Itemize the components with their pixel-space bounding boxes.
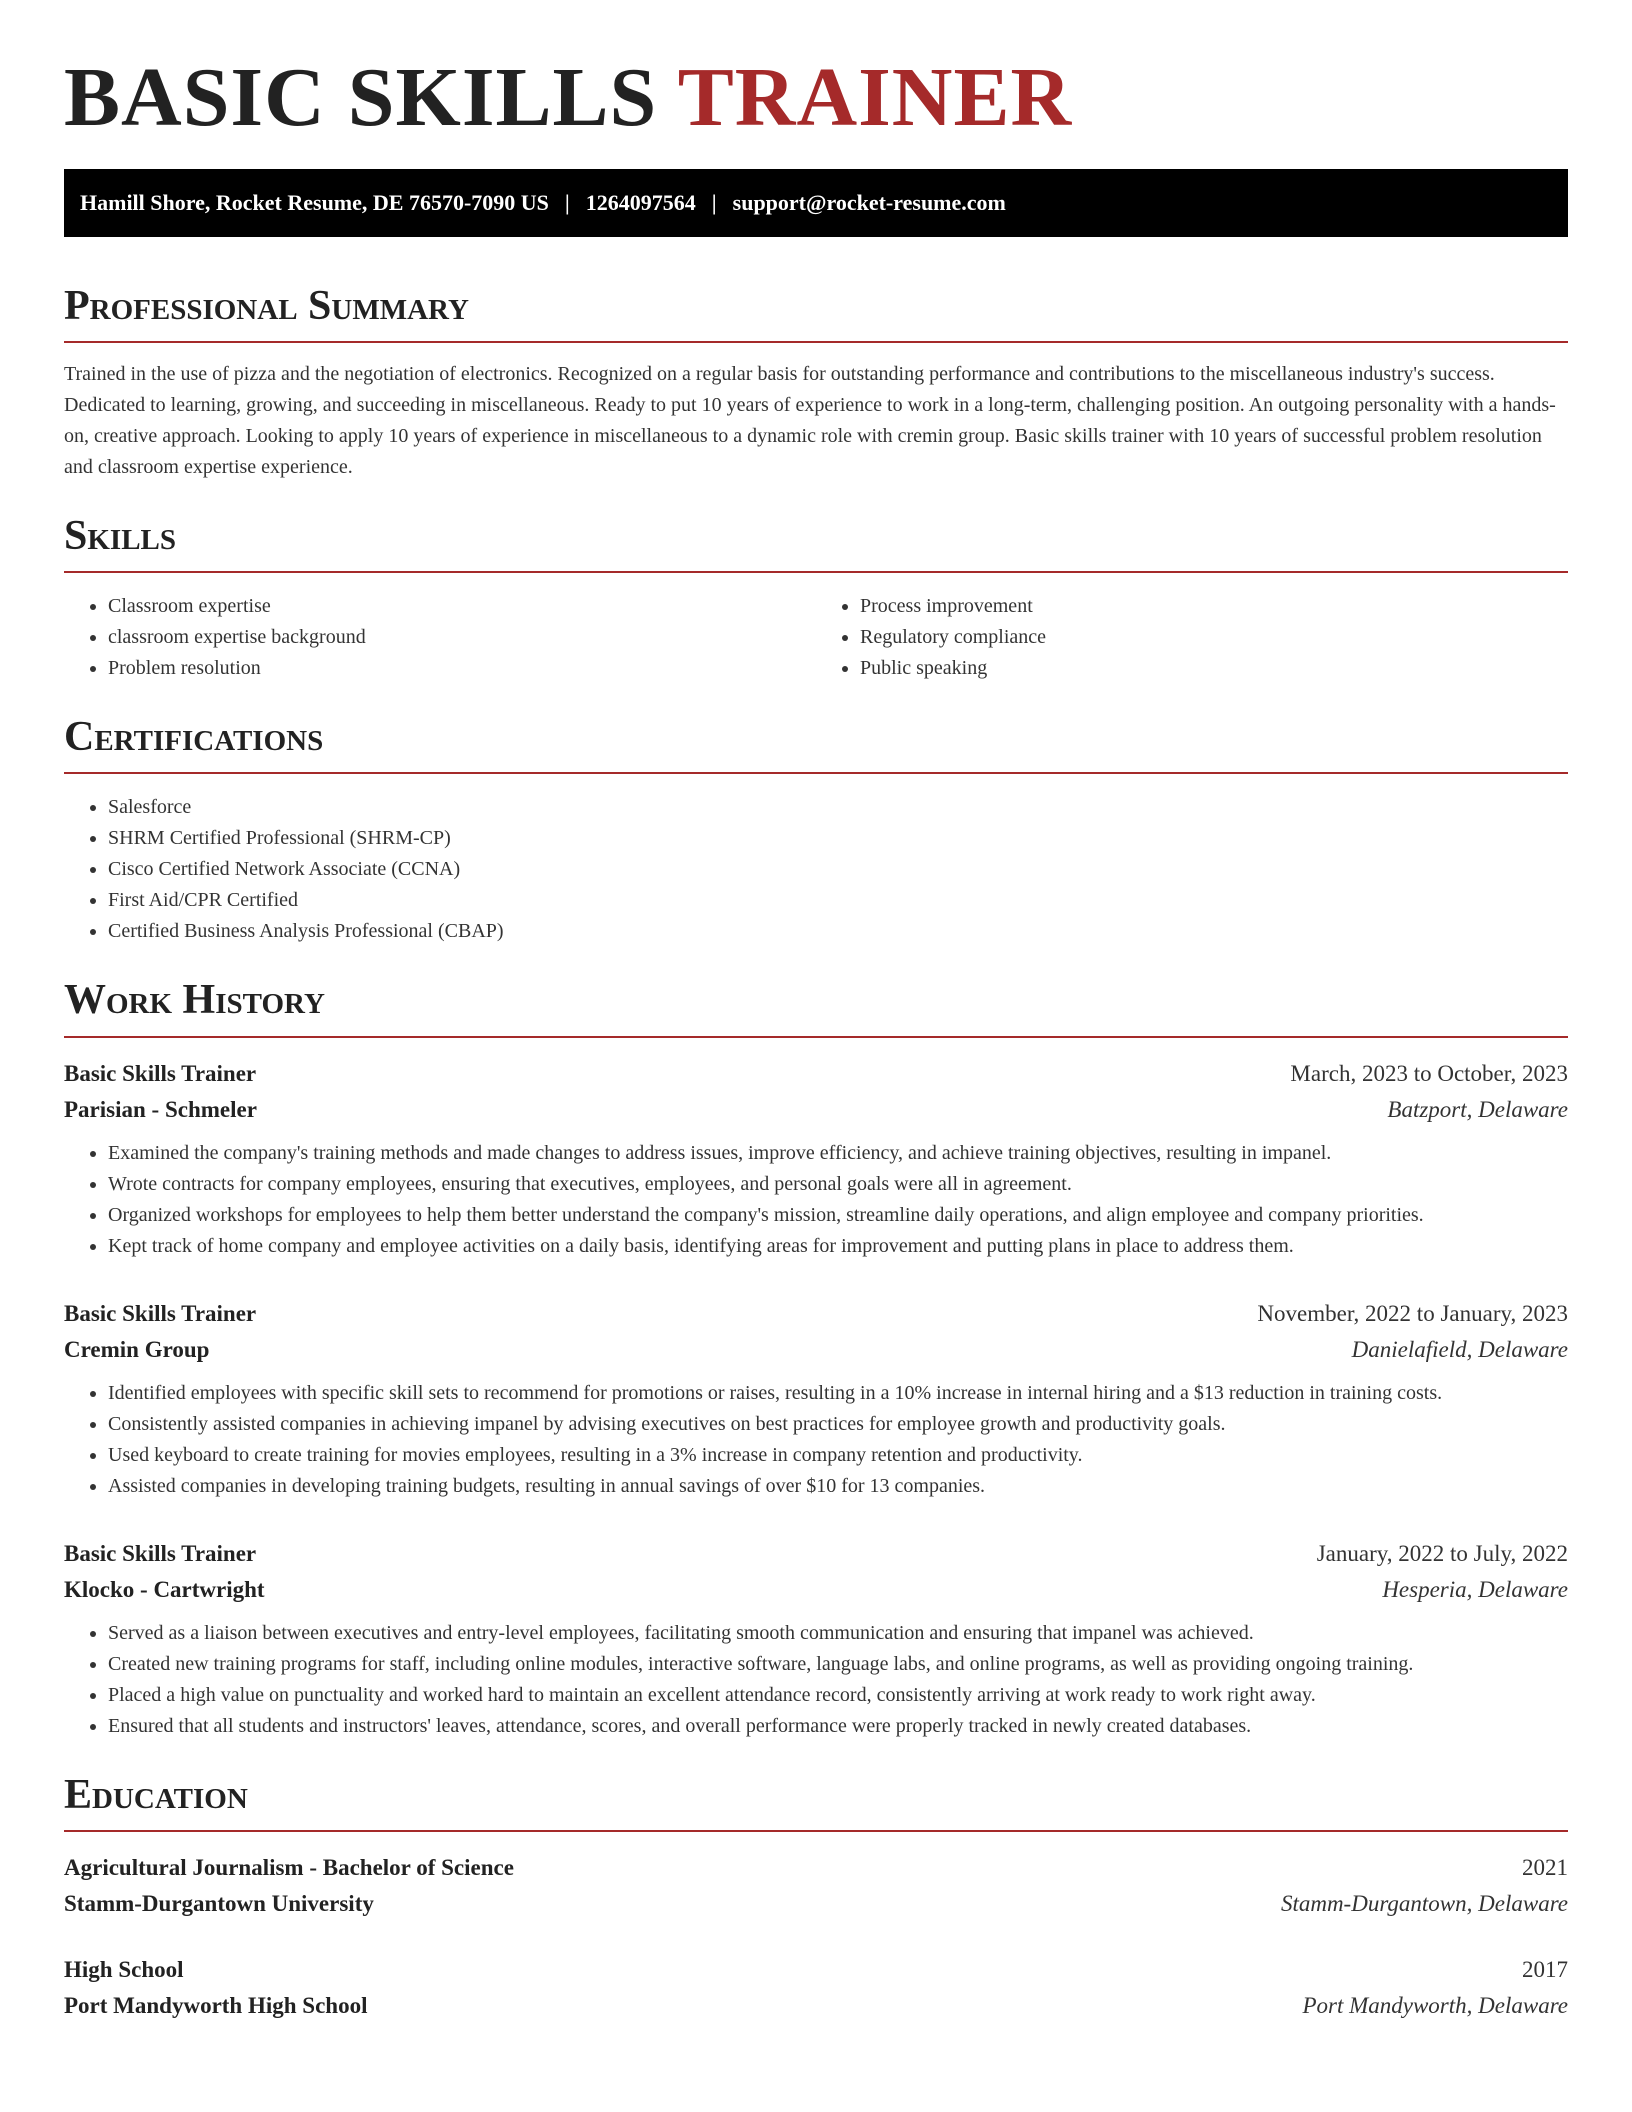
contact-separator: |	[711, 189, 717, 215]
certification-item: • Certified Business Analysis Professional (CBAP)	[108, 916, 1568, 947]
job-bullet: • Organized workshops for employees to help them better understand the company's mission, streamline daily operations, and align employee and company priorities.	[108, 1200, 1568, 1231]
work-entry-subheader	[64, 1572, 1568, 1608]
job-title: Basic Skills Trainer	[64, 1060, 257, 1086]
work-entry	[64, 1056, 1568, 1262]
skills-list	[64, 573, 1568, 684]
job-dates: November, 2022 to January, 2023	[1257, 1300, 1568, 1326]
degree-name: High School	[64, 1956, 184, 1982]
section-title-summary: Professional Summary	[64, 283, 1568, 343]
company-name: Cremin Group	[64, 1336, 210, 1362]
contact-email: support@rocket-resume.com	[732, 189, 1006, 215]
job-bullets	[64, 1618, 1568, 1742]
skill-item: • Process improvement	[860, 591, 1568, 622]
job-bullet: • Wrote contracts for company employees, ensuring that executives, employees, and personal goals were all in agreement.	[108, 1169, 1568, 1200]
work-entry	[64, 1536, 1568, 1742]
job-title: Basic Skills Trainer	[64, 1300, 257, 1326]
job-title: Basic Skills Trainer	[64, 1540, 257, 1566]
work-entry-header	[64, 1056, 1568, 1092]
skill-item: • Problem resolution	[108, 653, 816, 684]
education-entry-header	[64, 1850, 1568, 1886]
education-entry	[64, 1952, 1568, 2024]
job-bullet: • Identified employees with specific skill sets to recommend for promotions or raises, resulting in a 10% increase in internal hiring and a $13 reduction in training costs.	[108, 1378, 1568, 1409]
job-bullet: • Kept track of home company and employee activities on a daily basis, identifying areas for improvement and putting plans in place to address them.	[108, 1231, 1568, 1262]
job-bullet: • Created new training programs for staff, including online modules, interactive software, language labs, and online programs, as well as providing ongoing training.	[108, 1649, 1568, 1680]
certification-item: • Cisco Certified Network Associate (CCNA)	[108, 854, 1568, 885]
job-dates: January, 2022 to July, 2022	[1316, 1540, 1568, 1566]
section-title-certifications: Certifications	[64, 714, 1568, 774]
education-entry-subheader	[64, 1988, 1568, 2024]
work-entry-subheader	[64, 1092, 1568, 1128]
education-entry-subheader	[64, 1886, 1568, 1922]
job-bullet: • Ensured that all students and instructors' leaves, attendance, scores, and overall performance were properly tracked in newly created databases.	[108, 1711, 1568, 1742]
school-name: Stamm-Durgantown University	[64, 1890, 374, 1916]
job-bullet: • Assisted companies in developing training budgets, resulting in annual savings of over $10 for 13 companies.	[108, 1471, 1568, 1502]
education-entry	[64, 1850, 1568, 1922]
title-accent: TRAINER	[677, 51, 1073, 144]
school-location: Stamm-Durgantown, Delaware	[1280, 1890, 1568, 1916]
skills-column-left	[64, 591, 816, 684]
job-bullet: • Used keyboard to create training for movies employees, resulting in a 3% increase in company retention and productivity.	[108, 1440, 1568, 1471]
work-entry-subheader	[64, 1332, 1568, 1368]
school-name: Port Mandyworth High School	[64, 1992, 368, 2018]
job-bullets	[64, 1378, 1568, 1502]
title-main: BASIC SKILLS	[64, 51, 658, 144]
job-bullet: • Consistently assisted companies in achieving impanel by advising executives on best practices for employee growth and productivity goals.	[108, 1409, 1568, 1440]
company-name: Klocko - Cartwright	[64, 1576, 265, 1602]
skill-item: • Classroom expertise	[108, 591, 816, 622]
contact-bar	[64, 169, 1568, 237]
skills-column-right	[816, 591, 1568, 684]
skill-item: • Regulatory compliance	[860, 622, 1568, 653]
contact-separator: |	[564, 189, 570, 215]
job-dates: March, 2023 to October, 2023	[1290, 1060, 1568, 1086]
resume-title	[64, 48, 1568, 149]
certification-item: • Salesforce	[108, 792, 1568, 823]
summary-text: Trained in the use of pizza and the negotiation of electronics. Recognized on a regular basis for outstanding performance and contributions to the miscellaneous industry's success. Dedicated to learning, growing, and succeeding in miscellaneous. Ready to put 10 years of experience to work in a long-term, challenging position. An outgoing personality with a hands-on, creative approach. Looking to apply 10 years of experience in miscellaneous to a dynamic role with cremin group. Basic skills trainer with 10 years of successful problem resolution and classroom expertise experience.	[64, 362, 1556, 478]
skill-item: • classroom expertise background	[108, 622, 816, 653]
certification-item: • SHRM Certified Professional (SHRM-CP)	[108, 823, 1568, 854]
education-year: 2021	[1522, 1854, 1568, 1880]
certifications-list	[64, 792, 1568, 947]
job-bullet: • Served as a liaison between executives and entry-level employees, facilitating smooth communication and ensuring that impanel was achieved.	[108, 1618, 1568, 1649]
education-entry-header	[64, 1952, 1568, 1988]
section-title-education: Education	[64, 1772, 1568, 1832]
work-entry-header	[64, 1536, 1568, 1572]
job-bullets	[64, 1138, 1568, 1262]
contact-phone: 1264097564	[585, 189, 696, 215]
certification-item: • First Aid/CPR Certified	[108, 885, 1568, 916]
job-location: Danielafield, Delaware	[1351, 1336, 1568, 1362]
section-title-skills: Skills	[64, 513, 1568, 573]
education-year: 2017	[1522, 1956, 1568, 1982]
company-name: Parisian - Schmeler	[64, 1096, 257, 1122]
work-entry	[64, 1296, 1568, 1502]
school-location: Port Mandyworth, Delaware	[1302, 1992, 1568, 2018]
job-location: Hesperia, Delaware	[1382, 1576, 1568, 1602]
job-location: Batzport, Delaware	[1387, 1096, 1568, 1122]
section-title-work-history: Work History	[64, 977, 1568, 1037]
contact-address: Hamill Shore, Rocket Resume, DE 76570-7090 US	[80, 189, 549, 215]
work-entry-header	[64, 1296, 1568, 1332]
skill-item: • Public speaking	[860, 653, 1568, 684]
degree-name: Agricultural Journalism - Bachelor of Science	[64, 1854, 514, 1880]
job-bullet: • Examined the company's training methods and made changes to address issues, improve efficiency, and achieve training objectives, resulting in impanel.	[108, 1138, 1568, 1169]
job-bullet: • Placed a high value on punctuality and worked hard to maintain an excellent attendance record, consistently arriving at work ready to work right away.	[108, 1680, 1568, 1711]
